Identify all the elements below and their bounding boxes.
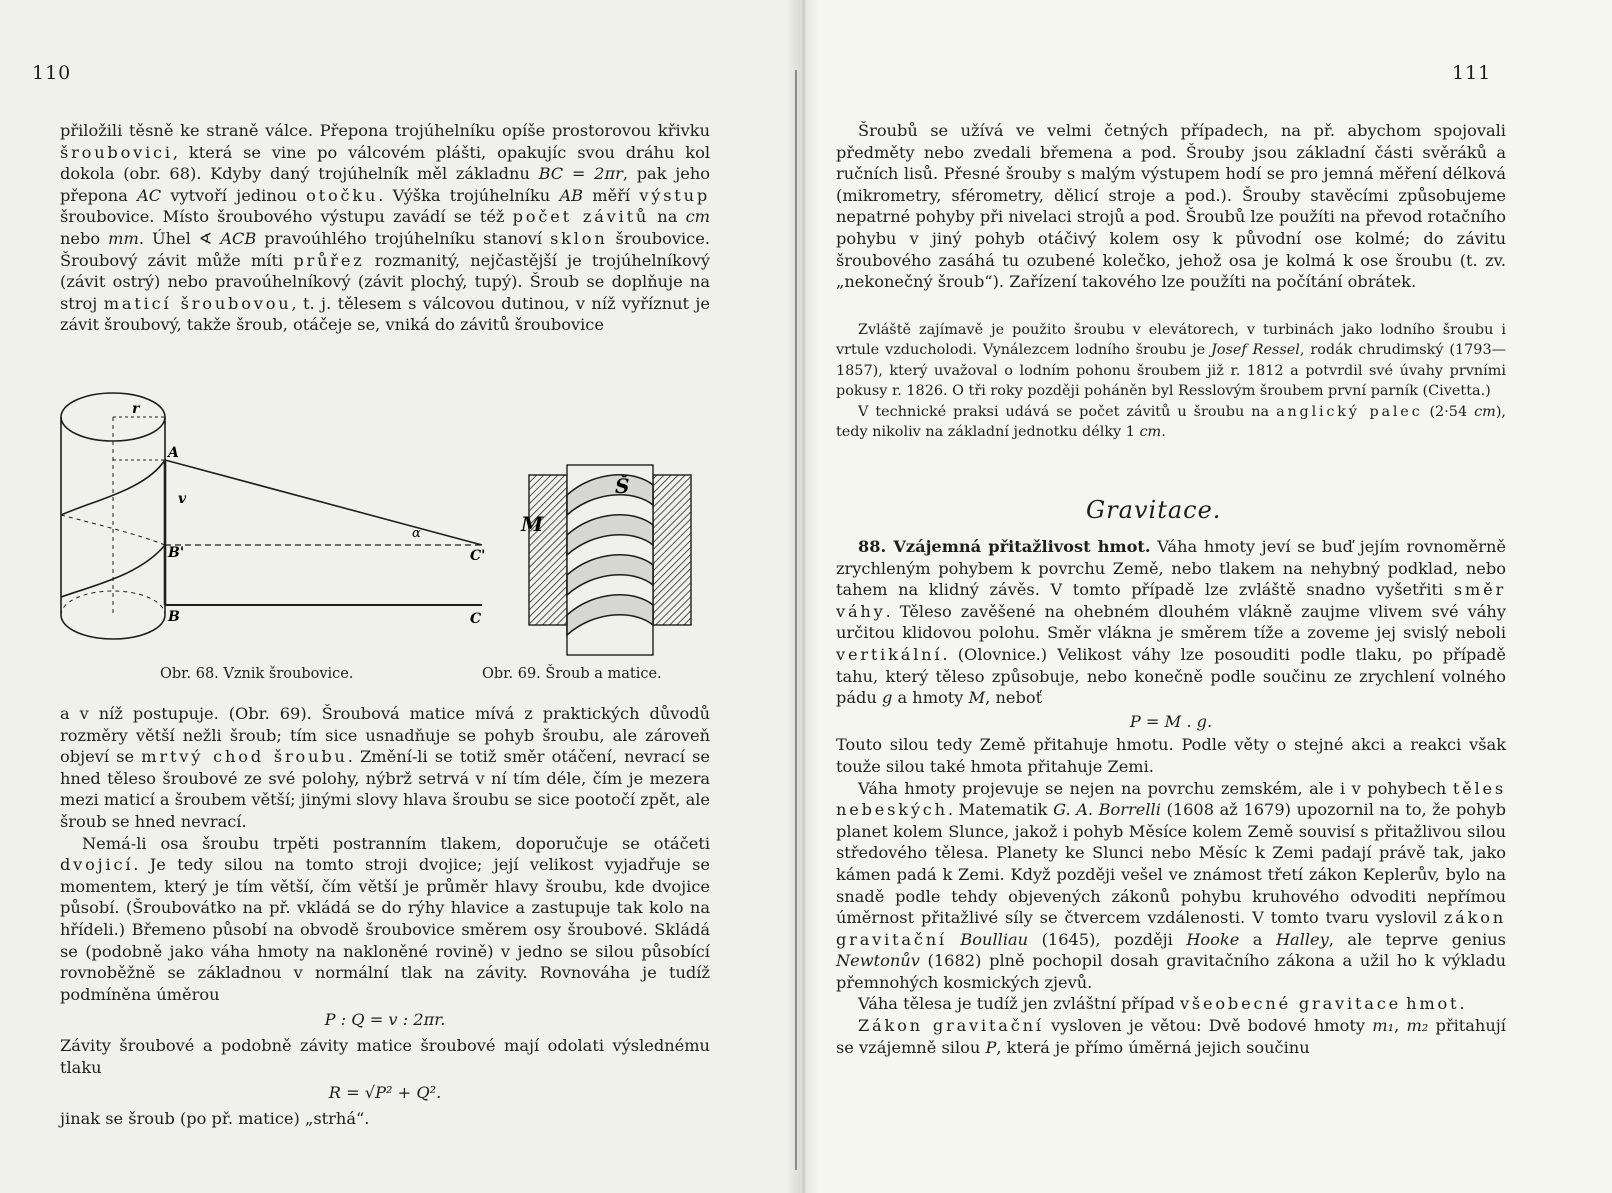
page-number-right: 111 [1452, 62, 1492, 84]
paragraph-screw-uses: Šroubů se užívá ve velmi četných případech, na př. abychom spojovali předměty nebo zvedali břemena a pod. Šrouby jsou základní části svěráků a ručních lisů. Přesné šrouby s malým výstupem hodí se pro jemná měření délková (mikrometry, sférometry, dělicí stroje a pod.). Šrouby stavěcími způsobujeme nepatrné pohyby při nivelaci strojů a pod. Šroubů lze použíti na převod rotačního pohybu v jiný pohyb otáčivý kolem osy k původní ose kolmé; do závitu šroubového zasáhá tu ozubené kolečko, jehož osa je kolmá k ose šroubu (t. zv. „nekonečný šroub“). Zařízení takového lze použíti na počítání obrátek. [836, 121, 1506, 292]
left-para-1 [60, 120, 710, 336]
right-para-2 [836, 536, 1506, 1058]
paragraph-strips: jinak se šroub (po př. matice) „strhá“. [60, 1108, 370, 1128]
fig68-label-Bprime: B' [168, 545, 185, 561]
paragraph-dead-travel: a v níž postupuje. (Obr. 69). Šroubová matice mívá z praktických důvodů rozměry větší nežli šroub; tím sice usnadňuje se pohyb šroubu, ale zároveň objeví se mrtvý chod šroubu. Změní-li se totiž směr otáčení, nevrací se hned těleso šroubové ze své polohy, nýbrž setrvá v ní tím déle, čím je mezera mezi maticí a šroubem větší; jinými slovy hlava šroubu se sice pootočí zpět, ale šroub se hned nevrací. [60, 704, 710, 831]
fig68-label-v: v [178, 491, 187, 507]
nut-left-section [529, 475, 567, 625]
nut-right-section [653, 475, 691, 625]
paragraph-celestial: Váha hmoty projevuje se nejen na povrchu zemském, ale i v pohybech těles nebeských. Matematik G. A. Borrelli (1608 až 1679) upozornil na to, že pohyb planet kolem Slunce, jakož i pohyb Měsíce kolem Země souvisí s přitažlivou silou středového tělesa. Planety ke Slunci nebo Měsíc k Zemi padají právě tak, jako kámen padá k Zemi. Když později vešel ve známost třetí zákon Keplerův, bylo na snadě podle tehdy objevených zákonů pohybu kruhového odvoditi nepřímou úměrnost přitažlivé síly se čtvercem vzdálenosti. V tomto tvaru vyslovil zákon gravitační Boulliau (1645), později Hooke a Halley, ale teprve genius Newtonův (1682) plně pochopil dosah gravitačního zákona a užil ho k výkladu přemnohých kosmických zjevů. [836, 778, 1506, 992]
fig69-label-M: M [521, 512, 544, 536]
paragraph-action-reaction: Touto silou tedy Země přitahuje hmotu. Podle věty o stejné akci a reakci však touže silou také hmota přitahuje Zemi. [836, 735, 1506, 776]
left-para-2 [60, 703, 710, 1129]
paragraph-helix-intro: přiložili těsně ke straně válce. Přepona trojúhelníku opíše prostorovou křivku šroubovici, která se vine po válcovém plášti, opakujíc svou dráhu kol dokola (obr. 68). Kdyby daný trojúhelník měl základnu BC = 2πr, pak jeho přepona AC vytvoří jedinou otočku. Výška trojúhelníku AB měří výstup šroubovice. Místo šroubového výstupu zavádí se též počet závitů na cm nebo mm. Úhel ∢ ACB pravoúhlého trojúhelníku stanoví sklon šroubovice. Šroubový závit může míti průřez rozmanitý, nejčastější je trojúhelníkový (závit ostrý) nebo pravoúhelníkový (závit plochý, tupý). Šroub se doplňuje na stroj maticí šroubovou, t. j. tělesem s válcovou dutinou, v níž vyříznut je závit šroubový, takže šroub, otáčeje se, vniká do závitů šroubovice [60, 121, 711, 335]
fig68-label-r: r [132, 401, 140, 417]
formula-equilibrium: P : Q = v : 2πr. [324, 1010, 446, 1030]
figure-69-screw-and-nut [521, 465, 695, 655]
note-english-inch: V technické praksi udává se počet závitů u šroubu na anglický palec (2·54 cm), tedy nikoliv na základní jednotku délky 1 cm. [836, 403, 1507, 441]
fig68-label-B: B [168, 609, 180, 625]
section-title-gravitace: Gravitace. [1086, 496, 1222, 524]
formula-weight: P = M . g. [1129, 711, 1213, 731]
right-small-notes [836, 320, 1506, 442]
paragraph-mutual-attraction: 88. Vzájemná přitažlivost hmot. Váha hmoty jeví se buď jejím rovnoměrně zrychleným pohybem k povrchu Země, nebo tlakem na nehybný podklad, nebo tahem na klidný závěs. V tomto případě lze zvláště snadno vyšetřiti směr váhy. Těleso zavěšené na ohebném dlouhém vlákně zaujme vlivem své váhy určitou klidovou polohu. Směr vlákna je směrem tíže a zoveme jej svislý neboli vertikální. (Olovnice.) Velikost váhy lze posouditi podle tlaku, po případě tahu, který těleso způsobuje, nebo konečně podle součinu ze zrychlení volného pádu g a hmoty M, neboť [836, 537, 1506, 708]
note-ship-screw: Zvláště zajímavě je použito šroubu v elevátorech, v turbinách jako lodního šroubu i vrtule vzducholodi. Vynálezcem lodního šroubu je Josef Ressel, rodák chrudimský (1793—1857), který uvažoval o lodním pohonu šroubem již r. 1812 a potvrdil své úvahy prvními pokusy r. 1826. O tři roky později poháněn byl Resslovým šroubem první parník (Civetta.) [836, 322, 1507, 400]
caption-fig-68: Obr. 68. Vznik šroubovice. [160, 666, 354, 682]
paragraph-general-gravitation: Váha tělesa je tudíž jen zvláštní případ všeobecné gravitace hmot. [858, 994, 1465, 1014]
paragraph-gravitation-law: Zákon gravitační vysloven je větou: Dvě bodové hmoty m₁, m₂ přitahují se vzájemně silou P, která je přímo úměrná jejich součinu [836, 1016, 1506, 1057]
book-spine-line [795, 70, 797, 1170]
right-page [800, 0, 1612, 1193]
hypotenuse-AC [165, 460, 482, 545]
fig68-label-A: A [168, 445, 179, 461]
caption-fig-69: Obr. 69. Šroub a matice. [482, 666, 662, 682]
cylinder-bottom [61, 615, 165, 639]
paragraph-couple: Nemá-li osa šroubu trpěti postranním tlakem, doporučuje se otáčeti dvojicí. Je tedy silou na tomto stroji dvojice; její velikost vyjadřuje se momentem, který je tím větší, čím větší je průměr hlavy šroubu, kde dvojice působí. (Šroubovátko na př. vkládá se do rýhy hlavice a zastupuje tak kolo na hřídeli.) Břemeno působí na obvodě šroubovice směrem osy šroubové. Skládá se (podobně jako váha hmoty na nakloněné rovině) v jedno se silou působící rovnoběžně se základnou v normální tlak na závity. Rovnováha je tudíž podmíněna úměrou [60, 833, 710, 1004]
figure-68-helix-diagram [50, 385, 510, 650]
paragraph-threads-resist: Závity šroubové a podobně závity matice šroubové mají odolati výslednému tlaku [60, 1035, 710, 1077]
page-number-left: 110 [32, 62, 72, 84]
right-para-1 [836, 120, 1506, 293]
fig68-label-alpha: α [412, 526, 421, 541]
formula-resultant: R = √P² + Q². [328, 1083, 442, 1103]
fig68-label-Cprime: C' [470, 548, 486, 564]
fig68-label-C: C [470, 611, 482, 627]
fig69-label-S: Š [615, 474, 630, 498]
left-page [0, 0, 800, 1193]
